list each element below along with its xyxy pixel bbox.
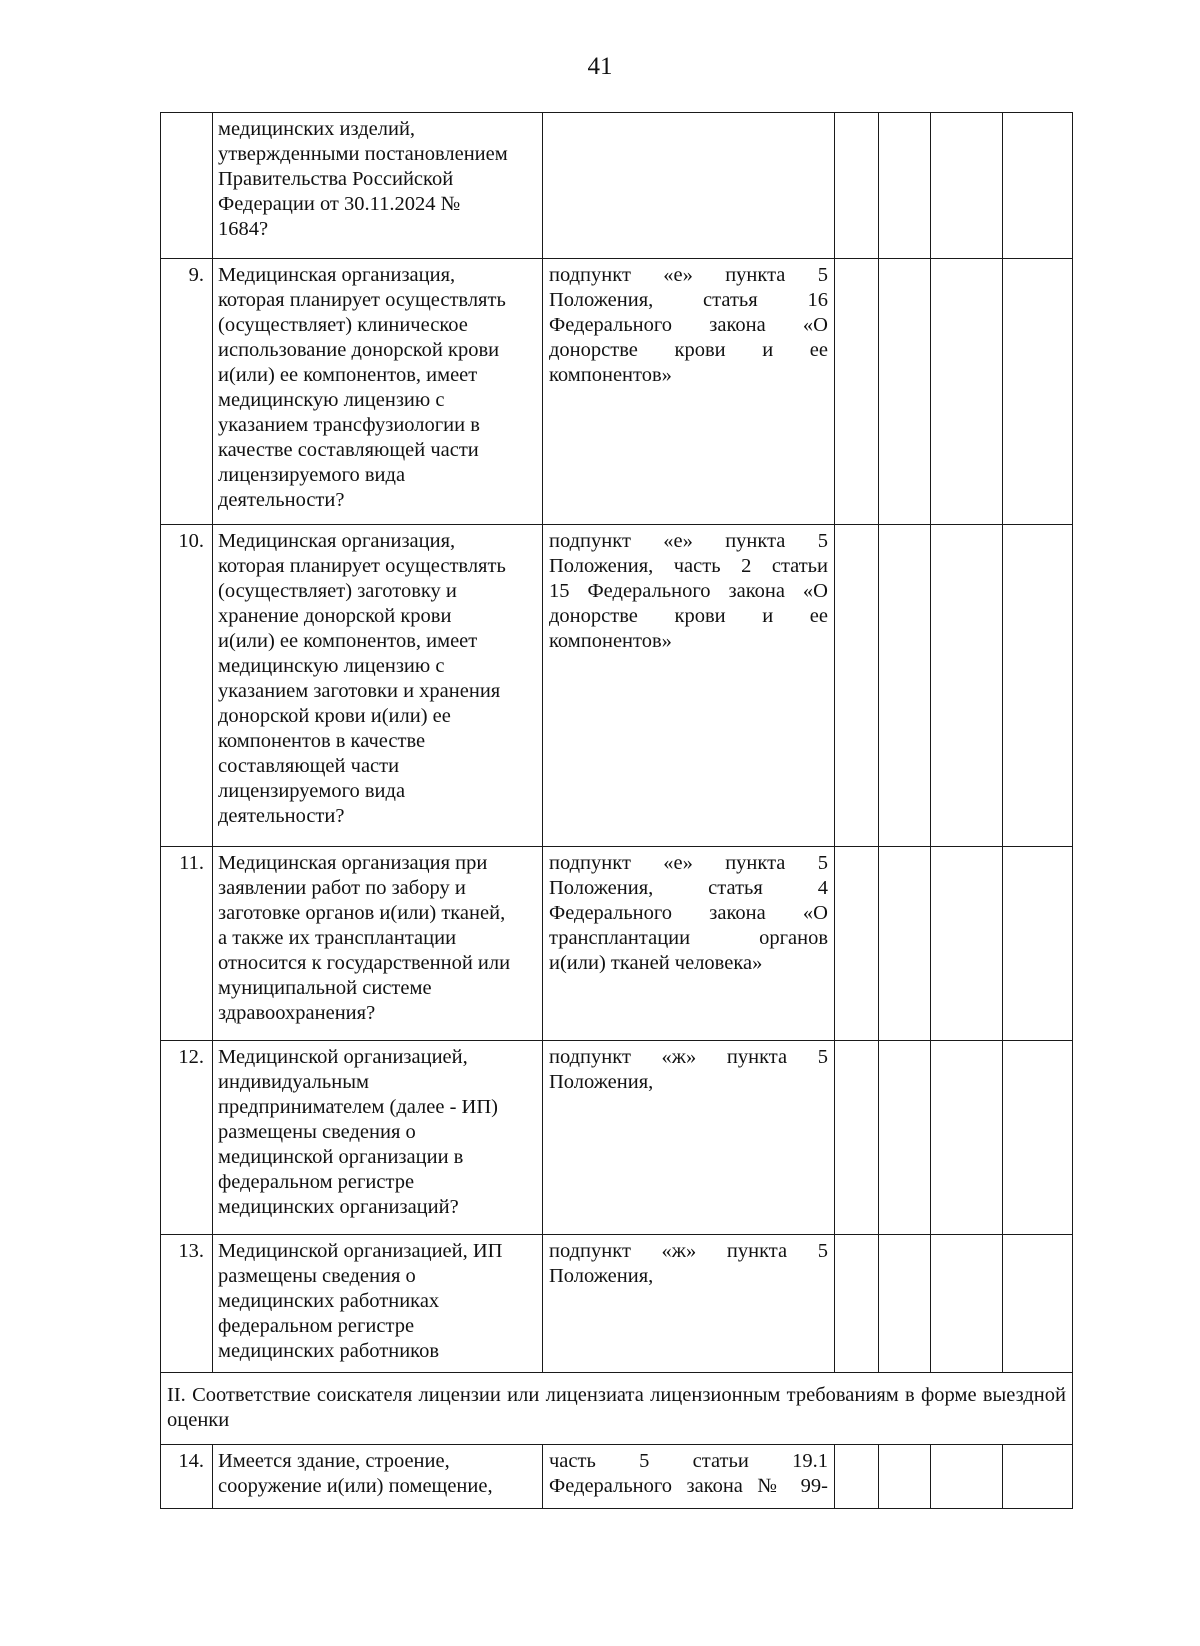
question-cell	[213, 259, 543, 525]
answer-cell	[835, 1235, 879, 1373]
answer-cell	[879, 1041, 931, 1235]
answer-cell	[931, 847, 1003, 1041]
text-line: медицинскую лицензию с	[218, 389, 445, 411]
item-number: 14.	[161, 1445, 213, 1509]
text-line: лицензируемого вида	[218, 780, 406, 802]
answer-cell	[931, 1041, 1003, 1235]
text-line: компонентов»	[549, 630, 672, 652]
text-line: подпункт «е» пункта 5	[549, 852, 828, 874]
table-row	[161, 1235, 1073, 1373]
legal-reference-cell	[543, 1041, 835, 1235]
text-line: и(или) ее компонентов, имеет	[218, 364, 478, 386]
text-line: которая планирует осуществлять	[218, 555, 506, 577]
text-line: и(или) тканей человека»	[549, 952, 763, 974]
legal-reference-cell	[543, 1235, 835, 1373]
text-line: медицинских организаций?	[218, 1196, 459, 1218]
text-line: заявлении работ по забору и	[218, 877, 466, 899]
table-row	[161, 847, 1073, 1041]
legal-reference-cell	[543, 113, 835, 259]
text-line: Правительства Российской	[218, 168, 454, 190]
item-number: 9.	[161, 259, 213, 525]
text-line: медицинских работниках	[218, 1290, 440, 1312]
text-line: донорстве крови и ее	[549, 339, 828, 361]
text-line: Медицинская организация при	[218, 852, 488, 874]
answer-cell	[879, 259, 931, 525]
text-line: которая планирует осуществлять	[218, 289, 506, 311]
answer-cell	[1003, 847, 1073, 1041]
table-row	[161, 1041, 1073, 1235]
text-line: лицензируемого вида	[218, 464, 406, 486]
text-line: использование донорской крови	[218, 339, 500, 361]
item-number: 10.	[161, 525, 213, 847]
question-cell	[213, 525, 543, 847]
text-line: указанием трансфузиологии в	[218, 414, 480, 436]
text-line: Федерального закона «О	[549, 902, 828, 924]
text-line: и(или) ее компонентов, имеет	[218, 630, 478, 652]
text-line: индивидуальным	[218, 1071, 369, 1093]
item-number: 13.	[161, 1235, 213, 1373]
legal-reference-cell	[543, 847, 835, 1041]
answer-cell	[835, 1445, 879, 1509]
item-number: 11.	[161, 847, 213, 1041]
item-number	[161, 113, 213, 259]
text-line: указанием заготовки и хранения	[218, 680, 501, 702]
answer-cell	[1003, 259, 1073, 525]
text-line: подпункт «ж» пункта 5	[549, 1240, 828, 1262]
text-line: Положения,	[549, 1071, 654, 1093]
answer-cell	[835, 113, 879, 259]
text-line: Имеется здание, строение,	[218, 1450, 450, 1472]
text-line: размещены сведения о	[218, 1265, 416, 1287]
question-cell	[213, 113, 543, 259]
answer-cell	[1003, 525, 1073, 847]
text-line: Положения, статья 4	[549, 877, 828, 899]
text-line: заготовке органов и(или) тканей,	[218, 902, 506, 924]
text-line: 1684?	[218, 218, 269, 240]
text-line: подпункт «е» пункта 5	[549, 264, 828, 286]
question-cell	[213, 1041, 543, 1235]
page-number: 41	[587, 53, 613, 80]
text-line: донорстве крови и ее	[549, 605, 828, 627]
answer-cell	[931, 113, 1003, 259]
text-line: сооружение и(или) помещение,	[218, 1475, 493, 1497]
text-line: Медицинской организацией,	[218, 1046, 468, 1068]
answer-cell	[931, 525, 1003, 847]
question-cell	[213, 1235, 543, 1373]
answer-cell	[879, 1445, 931, 1509]
answer-cell	[931, 1235, 1003, 1373]
text-line: Федерации от 30.11.2024 №	[218, 193, 461, 215]
text-line: федеральном регистре	[218, 1315, 415, 1337]
text-line: предпринимателем (далее - ИП)	[218, 1096, 498, 1118]
requirements-table	[160, 112, 1073, 1509]
text-line: подпункт «ж» пункта 5	[549, 1046, 828, 1068]
answer-cell	[835, 525, 879, 847]
text-line: муниципальной системе	[218, 977, 432, 999]
table-row	[161, 525, 1073, 847]
text-line: Медицинская организация,	[218, 264, 456, 286]
text-line: Федерального закона № 99-	[549, 1475, 828, 1497]
answer-cell	[931, 259, 1003, 525]
text-line: медицинских изделий,	[218, 118, 416, 140]
answer-cell	[879, 1235, 931, 1373]
section-heading: II. Соответствие соискателя лицензии или лицензиата лицензионным требованиям в форме выездной оценки	[161, 1373, 1073, 1445]
section-heading-row	[161, 1373, 1073, 1445]
question-cell	[213, 1445, 543, 1509]
text-line: Положения,	[549, 1265, 654, 1287]
text-line: трансплантации органов	[549, 927, 828, 949]
text-line: компонентов в качестве	[218, 730, 426, 752]
item-number: 12.	[161, 1041, 213, 1235]
text-line: деятельности?	[218, 805, 345, 827]
answer-cell	[879, 525, 931, 847]
text-line: составляющей части	[218, 755, 400, 777]
answer-cell	[835, 1041, 879, 1235]
legal-reference-cell	[543, 259, 835, 525]
text-line: а также их трансплантации	[218, 927, 457, 949]
answer-cell	[1003, 1445, 1073, 1509]
text-line: Медицинской организацией, ИП	[218, 1240, 503, 1262]
text-line: Медицинская организация,	[218, 530, 456, 552]
text-line: донорской крови и(или) ее	[218, 705, 451, 727]
text-line: федеральном регистре	[218, 1171, 415, 1193]
text-line: Положения, статья 16	[549, 289, 828, 311]
text-line: компонентов»	[549, 364, 672, 386]
text-line: утвержденными постановлением	[218, 143, 508, 165]
text-line: часть 5 статьи 19.1	[549, 1450, 828, 1472]
text-line: Положения, часть 2 статьи	[549, 555, 828, 577]
text-line: относится к государственной или	[218, 952, 511, 974]
text-line: Федерального закона «О	[549, 314, 828, 336]
text-line: (осуществляет) заготовку и	[218, 580, 457, 602]
text-line: подпункт «е» пункта 5	[549, 530, 828, 552]
text-line: деятельности?	[218, 489, 345, 511]
table-row	[161, 1445, 1073, 1509]
answer-cell	[1003, 1041, 1073, 1235]
legal-reference-cell	[543, 525, 835, 847]
answer-cell	[835, 847, 879, 1041]
answer-cell	[879, 113, 931, 259]
text-line: хранение донорской крови	[218, 605, 452, 627]
table-row	[161, 259, 1073, 525]
text-line: медицинскую лицензию с	[218, 655, 445, 677]
answer-cell	[835, 259, 879, 525]
answer-cell	[1003, 1235, 1073, 1373]
text-line: здравоохранения?	[218, 1002, 376, 1024]
answer-cell	[1003, 113, 1073, 259]
question-cell	[213, 847, 543, 1041]
table-row	[161, 113, 1073, 259]
text-line: размещены сведения о	[218, 1121, 416, 1143]
text-line: медицинских работников	[218, 1340, 440, 1362]
legal-reference-cell	[543, 1445, 835, 1509]
text-line: качестве составляющей части	[218, 439, 479, 461]
answer-cell	[879, 847, 931, 1041]
text-line: медицинской организации в	[218, 1146, 464, 1168]
text-line: 15 Федерального закона «О	[549, 580, 828, 602]
text-line: (осуществляет) клиническое	[218, 314, 468, 336]
answer-cell	[931, 1445, 1003, 1509]
